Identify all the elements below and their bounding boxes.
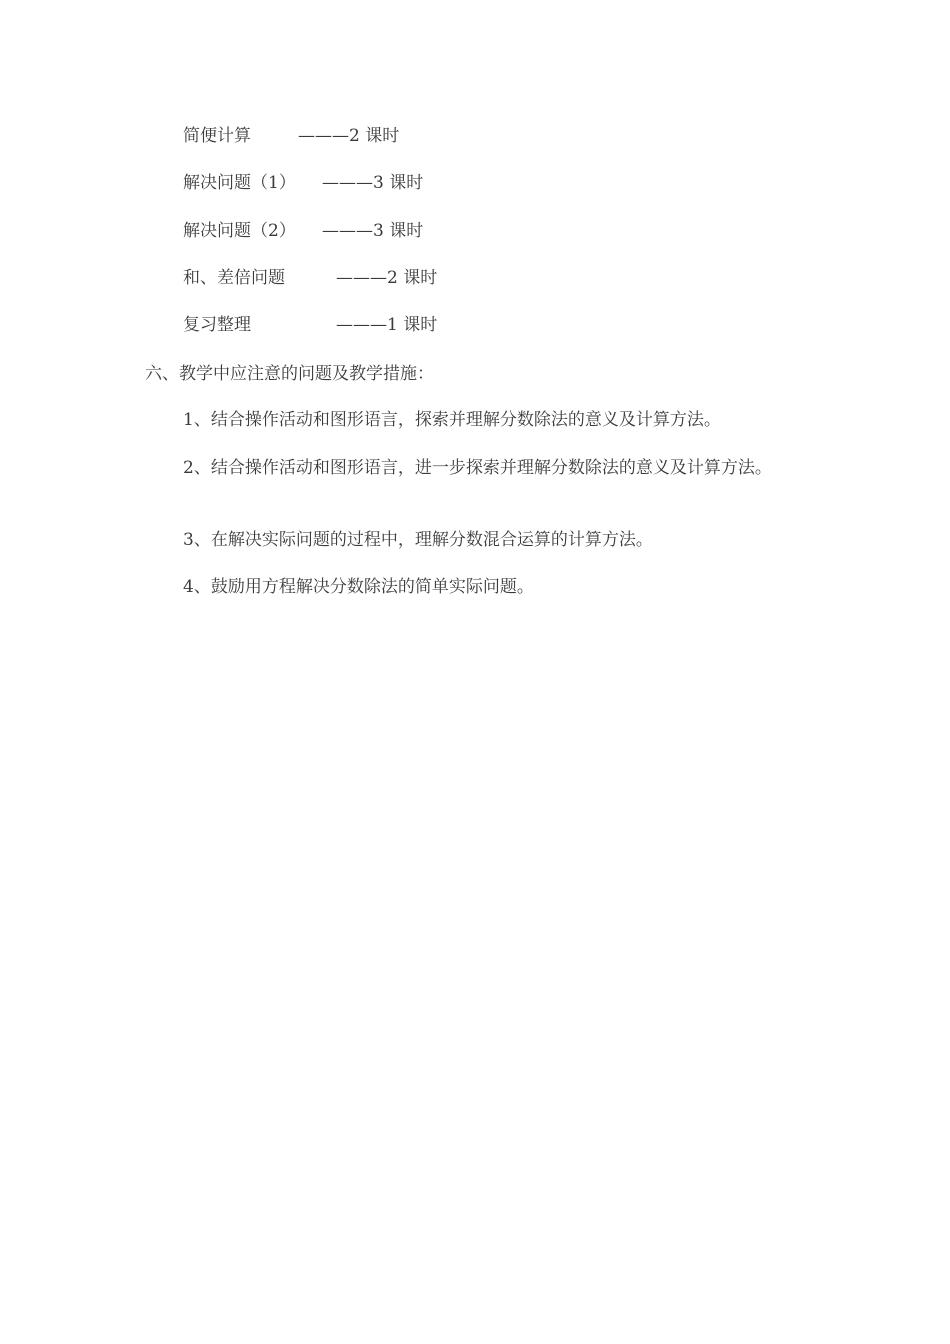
- schedule-topic: 解决问题（2）: [183, 221, 296, 241]
- schedule-hours: ———3 课时: [322, 221, 424, 241]
- schedule-topic: 和、差倍问题: [183, 268, 285, 288]
- schedule-row: [183, 219, 424, 243]
- schedule-row: [183, 266, 438, 290]
- schedule-hours: ———2 课时: [336, 268, 438, 288]
- schedule-row: [183, 313, 438, 337]
- section-heading: 六、教学中应注意的问题及教学措施：: [145, 364, 434, 384]
- schedule-hours: ———2 课时: [298, 126, 400, 146]
- measure-item: 4、鼓励用方程解决分数除法的简单实际问题。: [183, 577, 534, 597]
- schedule-topic: 简便计算: [183, 126, 251, 146]
- measure-item: 1、结合操作活动和图形语言，探索并理解分数除法的意义及计算方法。: [183, 410, 721, 430]
- schedule-hours: ———3 课时: [322, 173, 424, 193]
- schedule-row: [183, 124, 400, 148]
- schedule-row: [183, 171, 424, 195]
- schedule-hours: ———1 课时: [336, 315, 438, 335]
- measure-item: 2、结合操作活动和图形语言，进一步探索并理解分数除法的意义及计算方法。: [183, 458, 772, 478]
- schedule-topic: 复习整理: [183, 315, 251, 335]
- measure-item: 3、在解决实际问题的过程中，理解分数混合运算的计算方法。: [183, 530, 653, 550]
- schedule-topic: 解决问题（1）: [183, 173, 296, 193]
